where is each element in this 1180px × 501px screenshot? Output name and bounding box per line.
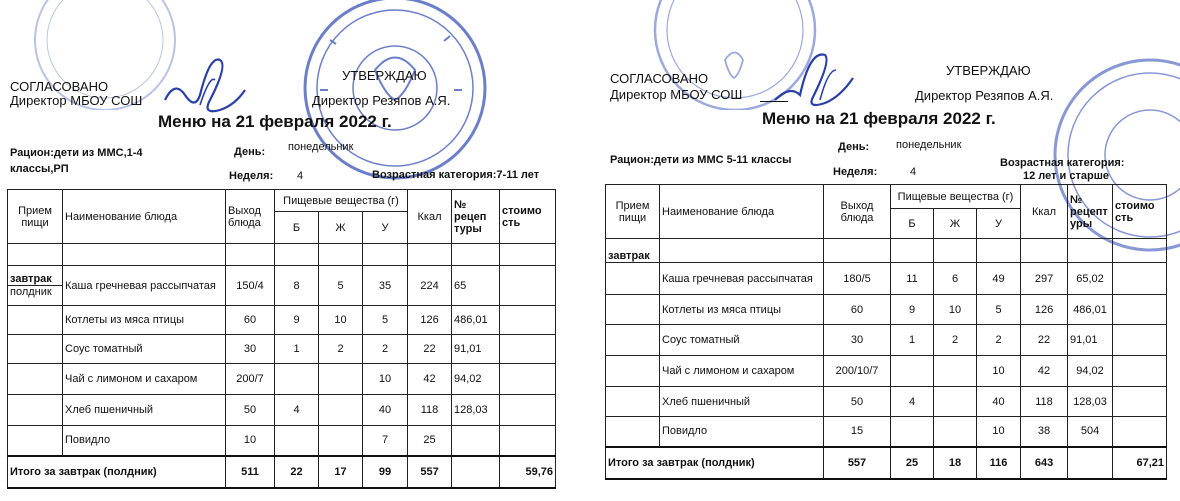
- header-cost: стоимо сть: [1113, 185, 1167, 239]
- header-cost: стоимо сть: [500, 190, 556, 244]
- header-zh: Ж: [319, 212, 363, 244]
- total-label: Итого за завтрак (полдник): [606, 447, 824, 479]
- table-row: Котлеты из мяса птицы 60 9 10 5 126 486,01: [8, 306, 556, 335]
- table-row: Хлеб пшеничный 50 4 40 118 128,03: [606, 387, 1167, 417]
- table-row: Котлеты из мяса птицы 60 9 10 5 126 486,01: [606, 295, 1167, 325]
- header-dish: Наименование блюда: [660, 185, 824, 239]
- header-b: Б: [275, 212, 319, 244]
- total-cost: 67,21: [1113, 447, 1167, 479]
- approved-by: Директор МБОУ СОШ: [10, 93, 143, 108]
- table-row: Соус томатный 30 1 2 2 22 91,01: [606, 325, 1167, 356]
- week-value: 4: [910, 166, 917, 178]
- dish-name: Каша гречневая рассыпчатая: [63, 266, 226, 306]
- header-recipe: № рецепт уры: [1068, 185, 1113, 239]
- dish-name: Хлеб пшеничный: [63, 395, 226, 426]
- total-label: Итого за завтрак (полдник): [8, 456, 226, 488]
- header-kcal: Ккал: [1021, 185, 1068, 239]
- table-row: Соус томатный 30 1 2 2 22 91,01: [8, 335, 556, 364]
- header-meal: Прием пищи: [606, 185, 660, 239]
- meal-breakfast: завтрак: [8, 266, 63, 286]
- confirm-label: УТВЕРЖДАЮ: [946, 63, 1031, 78]
- approved-label: СОГЛАСОВАНО: [610, 71, 709, 86]
- confirm-label: УТВЕРЖДАЮ: [342, 68, 427, 83]
- day-value: понедельник: [288, 141, 354, 153]
- day-value: понедельник: [896, 139, 962, 151]
- right-menu-document: [600, 0, 1180, 501]
- signature-icon: [770, 45, 870, 115]
- header-u: У: [363, 212, 408, 244]
- page-title: Меню на 21 февраля 2022 г.: [762, 109, 996, 128]
- dish-name: Чай с лимоном и сахаром: [660, 356, 824, 387]
- meal-snack: полдник: [8, 286, 63, 306]
- confirm-by: Директор Резяпов А.Я.: [915, 88, 1054, 103]
- header-yield: Выход блюда: [824, 185, 891, 239]
- menu-table: Прием пищи Наименование блюда Выход блюда Пищевые вещества (г) Ккал № рецеп туры стоимо сть Б Ж У завтрак Каша гречневая рассыпчатая 150/4 8 5 35 224 65 полдник Котлеты из мяса птицы 60 9 10 5 126 486,01 Соус томатный 30 1 2 2 22 91,01 Чай с лимоном и сахаром 200/7 10 42 94,02 Хлеб пшеничный 50 4 40 118 128,03 Повидло 10 7 25 Итого за завтрак (полдник) 511 22 17 99 557 59,76: [7, 189, 556, 489]
- ration-label: Рацион:дети из ММС,1-4 классы,РП: [10, 147, 143, 175]
- header-dish: Наименование блюда: [63, 190, 226, 244]
- left-menu-document: [0, 0, 570, 501]
- dish-name: Соус томатный: [660, 325, 824, 356]
- meal-breakfast: завтрак: [606, 239, 660, 263]
- menu-table: [605, 184, 1167, 480]
- dish-name: Повидло: [660, 417, 824, 447]
- confirm-by: Директор Резяпов А.Я.: [312, 93, 451, 108]
- age-category-value: 12 лет и старше: [1023, 170, 1109, 182]
- header-kcal: Ккал: [408, 190, 452, 244]
- week-label: Неделя:: [833, 166, 878, 178]
- dish-name: Повидло: [63, 426, 226, 456]
- header-recipe: № рецеп туры: [452, 190, 500, 244]
- header-u: У: [977, 209, 1021, 239]
- page-title: Меню на 21 февраля 2022 г.: [158, 112, 392, 131]
- week-label: Неделя:: [229, 170, 274, 182]
- total-row: Итого за завтрак (полдник) 511 22 17 99 557 59,76: [8, 456, 556, 488]
- dish-name: Соус томатный: [63, 335, 226, 364]
- table-row: Повидло 15 10 38 504: [606, 417, 1167, 447]
- header-nutrients: Пищевые вещества (г): [275, 190, 408, 212]
- day-label: День:: [838, 141, 870, 153]
- table-row: Повидло 10 7 25: [8, 426, 556, 456]
- total-row: Итого за завтрак (полдник) 557 25 18 116 643 67,21: [606, 447, 1167, 479]
- header-nutrients: Пищевые вещества (г): [891, 185, 1021, 209]
- age-category: Возрастная категория:: [1000, 157, 1125, 169]
- table-row: Чай с лимоном и сахаром 200/7 10 42 94,02: [8, 364, 556, 395]
- dish-name: Чай с лимоном и сахаром: [63, 364, 226, 395]
- dish-name: Котлеты из мяса птицы: [63, 306, 226, 335]
- day-label: День:: [234, 146, 266, 158]
- dish-name: Котлеты из мяса птицы: [660, 295, 824, 325]
- ration-label: Рацион:дети из ММС 5-11 классы: [610, 154, 792, 166]
- signature-line: [760, 101, 788, 102]
- total-cost: 59,76: [500, 456, 556, 488]
- age-category: Возрастная категория:7-11 лет: [372, 169, 540, 181]
- week-value: 4: [297, 170, 304, 182]
- approved-label: СОГЛАСОВАНО: [10, 79, 109, 94]
- table-row: Чай с лимоном и сахаром 200/10/7 10 42 94,02: [606, 356, 1167, 387]
- table-row: Каша гречневая рассыпчатая 180/5 11 6 49 297 65,02: [606, 263, 1167, 295]
- header-b: Б: [891, 209, 934, 239]
- header-yield: Выход блюда: [226, 190, 275, 244]
- dish-name: Хлеб пшеничный: [660, 387, 824, 417]
- table-row: Хлеб пшеничный 50 4 40 118 128,03: [8, 395, 556, 426]
- approved-by: Директор МБОУ СОШ: [610, 87, 743, 102]
- dish-name: Каша гречневая рассыпчатая: [660, 263, 824, 295]
- header-zh: Ж: [934, 209, 977, 239]
- header-meal: Прием пищи: [8, 190, 63, 244]
